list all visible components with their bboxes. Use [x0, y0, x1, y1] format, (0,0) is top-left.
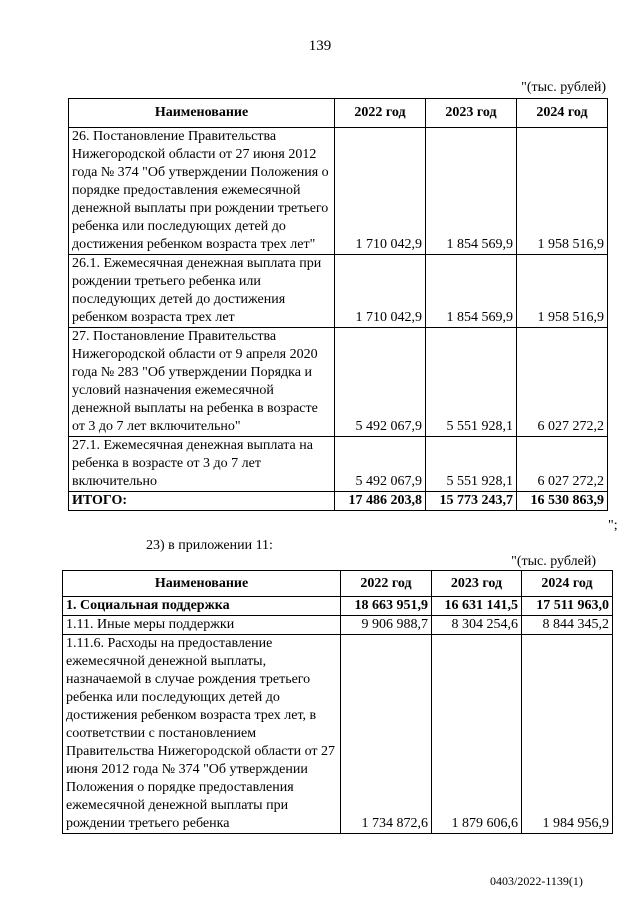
budget-table-1	[68, 98, 608, 511]
total-row	[69, 492, 608, 511]
value-2023: 1 854 569,9	[426, 128, 517, 255]
total-2023: 15 773 243,7	[426, 492, 517, 511]
value-2023: 5 551 928,1	[426, 437, 517, 492]
table-header-row	[63, 571, 613, 597]
annex-line: 23) в приложении 11:	[146, 538, 273, 553]
table-row	[63, 635, 613, 834]
value-2024: 1 958 516,9	[517, 128, 608, 255]
value-2024: 6 027 272,2	[517, 437, 608, 492]
page-number: 139	[308, 38, 332, 54]
value-2024: 6 027 272,2	[517, 328, 608, 437]
total-2024: 16 530 863,9	[517, 492, 608, 511]
value-2022: 5 492 067,9	[335, 437, 426, 492]
budget-table-2	[62, 570, 613, 834]
unit-label: "(тыс. рублей)	[521, 80, 606, 95]
row-name: 27. Постановление Правительства Нижегородской области от 9 апреля 2020 года № 283 "Об утверждении Порядка и условий назначения ежемесячной денежной выплаты на ребенка в возрасте от 3 до 7 лет включительно"	[69, 328, 335, 437]
table-row	[69, 437, 608, 492]
table-row	[63, 597, 613, 616]
closing-quote: ";	[608, 518, 618, 533]
table-header-row	[69, 99, 608, 128]
document-code: 0403/2022-1139(1)	[490, 874, 583, 888]
unit-label: "(тыс. рублей)	[511, 554, 596, 569]
value-2022: 1 710 042,9	[335, 255, 426, 328]
value-2023: 16 631 141,5	[432, 597, 522, 616]
value-2023: 1 879 606,6	[432, 635, 522, 834]
value-2023: 5 551 928,1	[426, 328, 517, 437]
row-name: 26. Постановление Правительства Нижегородской области от 27 июня 2012 года № 374 "Об утверждении Положения о порядке предоставления ежемесячной денежной выплаты при рождении третьего ребенка или последующих детей до достижения ребенком возраста трех лет"	[69, 128, 335, 255]
value-2022: 1 734 872,6	[341, 635, 432, 834]
table-row	[63, 616, 613, 635]
total-2022: 17 486 203,8	[335, 492, 426, 511]
header-2024: 2024 год	[522, 571, 613, 597]
header-name: Наименование	[69, 99, 335, 128]
row-name: 1.11. Иные меры поддержки	[63, 616, 341, 635]
value-2024: 8 844 345,2	[522, 616, 613, 635]
value-2022: 18 663 951,9	[341, 597, 432, 616]
value-2022: 5 492 067,9	[335, 328, 426, 437]
header-2024: 2024 год	[517, 99, 608, 128]
value-2022: 9 906 988,7	[341, 616, 432, 635]
header-2023: 2023 год	[432, 571, 522, 597]
table-row	[69, 128, 608, 255]
value-2022: 1 710 042,9	[335, 128, 426, 255]
row-name: 27.1. Ежемесячная денежная выплата на ребенка в возрасте от 3 до 7 лет включительно	[69, 437, 335, 492]
table-row	[69, 255, 608, 328]
header-2022: 2022 год	[335, 99, 426, 128]
value-2024: 1 984 956,9	[522, 635, 613, 834]
row-name: 26.1. Ежемесячная денежная выплата при рождении третьего ребенка или последующих детей до достижения ребенком возраста трех лет	[69, 255, 335, 328]
total-label: ИТОГО:	[69, 492, 335, 511]
value-2024: 17 511 963,0	[522, 597, 613, 616]
header-2023: 2023 год	[426, 99, 517, 128]
header-2022: 2022 год	[341, 571, 432, 597]
value-2024: 1 958 516,9	[517, 255, 608, 328]
value-2023: 8 304 254,6	[432, 616, 522, 635]
table-row	[69, 328, 608, 437]
row-name: 1. Социальная поддержка	[63, 597, 341, 616]
row-name: 1.11.6. Расходы на предоставление ежемесячной денежной выплаты, назначаемой в случае рождения третьего ребенка или последующих детей до достижения ребенком возраста трех лет, в соответствии с постановлением Правительства Нижегородской области от 27 июня 2012 года № 374 "Об утверждении Положения о порядке предоставления ежемесячной денежной выплаты при рождении третьего ребенка	[63, 635, 341, 834]
header-name: Наименование	[63, 571, 341, 597]
value-2023: 1 854 569,9	[426, 255, 517, 328]
